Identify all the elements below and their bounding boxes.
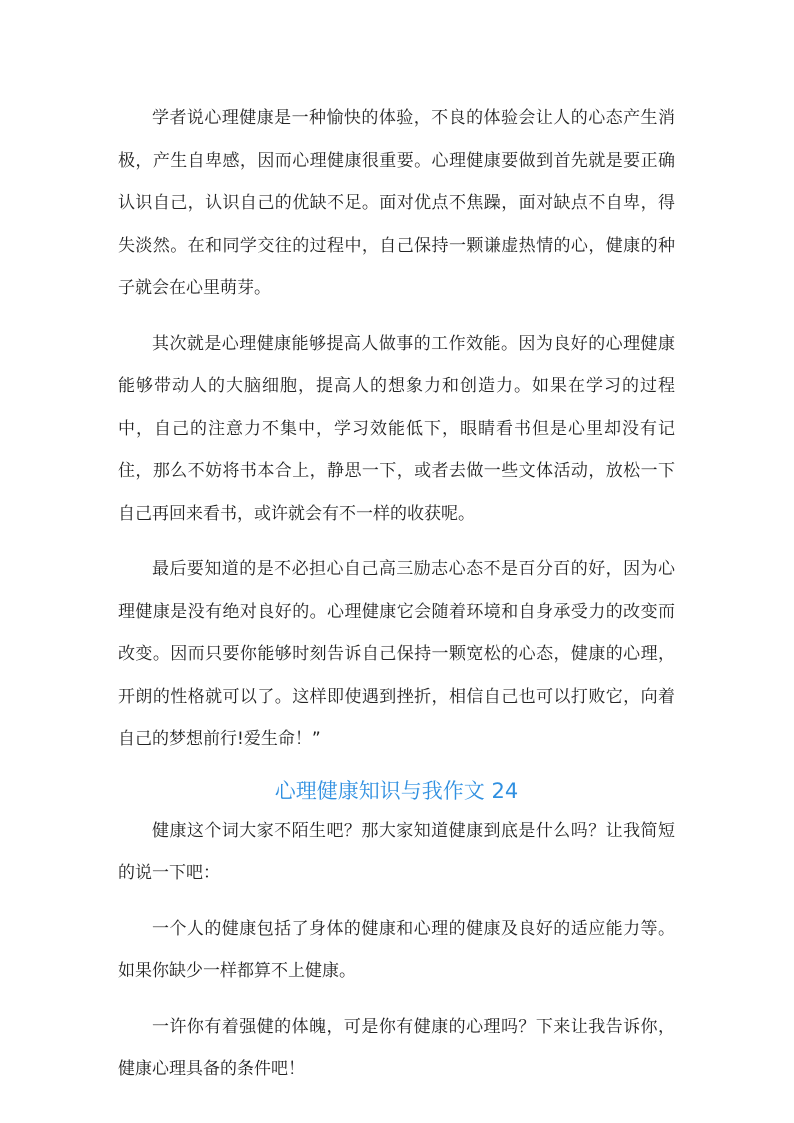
paragraph-5: 一个人的健康包括了身体的健康和心理的健康及良好的适应能力等。如果你缺少一样都算不上健康。 — [118, 918, 675, 981]
paragraph-6: 一许你有着强健的体魄，可是你有健康的心理吗？下来让我告诉你，健康心理具备的条件吧！ — [118, 1016, 675, 1079]
section-heading: 心理健康知识与我作文 24 — [274, 778, 519, 803]
document-body — [118, 97, 675, 1104]
paragraph-1: 学者说心理健康是一种愉快的体验，不良的体验会让人的心态产生消极，产生自卑感，因而心理健康很重要。心理健康要做到首先就是要正确认识自己，认识自己的优缺不足。面对优点不焦躁，面对缺点不自卑，得失淡然。在和同学交往的过程中，自己保持一颗谦虚热情的心，健康的种子就会在心里萌芽。 — [118, 108, 675, 298]
paragraph-4: 健康这个词大家不陌生吧？那大家知道健康到底是什么吗？让我简短的说一下吧： — [118, 820, 675, 883]
paragraph-3: 最后要知道的是不必担心自己高三励志心态不是百分百的好，因为心理健康是没有绝对良好的。心理健康它会随着环境和自身承受力的改变而改变。因而只要你能够时刻告诉自己保持一颗宽松的心态，健康的心理，开朗的性格就可以了。这样即使遇到挫折，相信自己也可以打败它，向着自己的梦想前行!爱生命！” — [118, 559, 675, 749]
paragraph-2: 其次就是心理健康能够提高人做事的工作效能。因为良好的心理健康能够带动人的大脑细胞，提高人的想象力和创造力。如果在学习的过程中，自己的注意力不集中，学习效能低下，眼睛看书但是心里却没有记住，那么不妨将书本合上，静思一下，或者去做一些文体活动，放松一下自己再回来看书，或许就会有不一样的收获呢。 — [118, 333, 675, 524]
